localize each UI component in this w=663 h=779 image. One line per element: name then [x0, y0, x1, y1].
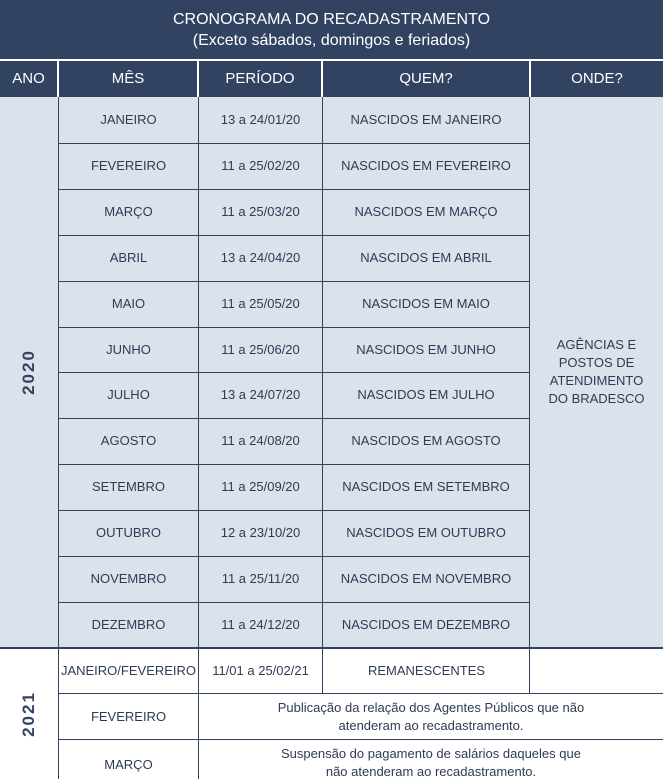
row-2021-1-periodo: 11/01 a 25/02/21 [212, 662, 309, 678]
row-2021-3-note: Suspensão do pagamento de salários daqueles que não atenderam ao recadastramento. [281, 745, 581, 779]
divider-year [0, 647, 663, 649]
row-divider [58, 189, 530, 190]
row-2021-1-mes: JANEIRO/FEVEREIRO [60, 662, 197, 678]
row-2020-3-periodo: 11 a 25/03/20 [221, 204, 300, 219]
year-2020-label: 2020 [18, 349, 38, 395]
header-onde: ONDE? [531, 61, 663, 97]
row-2020-7-periodo: 13 a 24/07/20 [220, 387, 301, 402]
row-2021-3-mes: MARÇO [104, 756, 153, 772]
divider-mes-2021 [198, 694, 199, 779]
row-divider [58, 464, 530, 465]
row-2020-8-quem: NASCIDOS EM AGOSTO [351, 433, 501, 448]
row-2020-12-mes: DEZEMBRO [91, 617, 166, 632]
row-2020-11-mes: NOVEMBRO [90, 571, 167, 586]
row-2020-10-quem: NASCIDOS EM OUTUBRO [346, 525, 506, 540]
row-divider [58, 372, 530, 373]
year-2021-label: 2021 [18, 690, 38, 737]
row-2020-5-mes: MAIO [111, 296, 146, 311]
header-ano: ANO [0, 61, 57, 97]
row-2020-1-periodo: 13 a 24/01/20 [220, 112, 301, 127]
row-2020-5-quem: NASCIDOS EM MAIO [362, 296, 490, 311]
row-2020-3-quem: NASCIDOS EM MARÇO [354, 204, 498, 219]
row-2020-7-quem: NASCIDOS EM JULHO [357, 387, 495, 402]
row-2020-10-mes: OUTUBRO [96, 525, 161, 540]
row-2020-6-periodo: 11 a 25/06/20 [221, 341, 300, 357]
divider-2021-2 [58, 739, 663, 740]
row-2021-2-mes: FEVEREIRO [90, 708, 167, 724]
row-2020-3-mes: MARÇO [104, 204, 153, 219]
row-divider [58, 602, 530, 603]
row-2020-6-mes: JUNHO [106, 341, 151, 357]
row-2020-11-periodo: 11 a 25/11/20 [221, 571, 300, 586]
onde-2020-text: AGÊNCIAS E POSTOS DE ATENDIMENTO DO BRADESCO [548, 337, 645, 406]
table-title-bar [0, 0, 663, 59]
row-divider [58, 327, 530, 328]
row-2021-2-note: Publicação da relação dos Agentes Públicos que não atenderam ao recadastramento. [277, 699, 585, 733]
row-divider [58, 235, 530, 236]
row-2020-10-periodo: 12 a 23/10/20 [220, 525, 301, 540]
row-2020-9-mes: SETEMBRO [92, 479, 165, 494]
onde-2020-cell [530, 97, 663, 647]
header-mes: MÊS [59, 61, 197, 97]
row-2020-5-periodo: 11 a 25/05/20 [221, 296, 300, 311]
row-2020-1-quem: NASCIDOS EM JANEIRO [350, 112, 502, 127]
table-subtitle: (Exceto sábados, domingos e feriados) [192, 31, 471, 49]
row-2020-2-quem: NASCIDOS EM FEVEREIRO [341, 158, 511, 173]
row-2020-1-mes: JANEIRO [100, 112, 157, 127]
row-2020-4-quem: NASCIDOS EM ABRIL [360, 250, 492, 265]
row-2020-6-quem: NASCIDOS EM JUNHO [356, 341, 496, 357]
row-2020-4-periodo: 13 a 24/04/20 [220, 250, 301, 265]
header-quem: QUEM? [323, 61, 529, 97]
row-2020-11-quem: NASCIDOS EM NOVEMBRO [340, 571, 512, 586]
divider-quem [529, 97, 530, 694]
header-periodo: PERÍODO [199, 61, 321, 97]
row-divider [58, 556, 530, 557]
row-2020-9-quem: NASCIDOS EM SETEMBRO [342, 479, 510, 494]
row-2020-9-periodo: 11 a 25/09/20 [221, 479, 300, 494]
row-divider [58, 510, 530, 511]
row-2020-7-mes: JULHO [107, 387, 150, 402]
row-divider [58, 281, 530, 282]
row-divider [58, 418, 530, 419]
divider-ano [58, 97, 59, 779]
row-2020-12-quem: NASCIDOS EM DEZEMBRO [341, 617, 511, 632]
divider-mes [198, 97, 199, 694]
row-2020-8-periodo: 11 a 24/08/20 [221, 433, 300, 448]
row-2020-4-mes: ABRIL [109, 250, 148, 265]
table-title: CRONOGRAMA DO RECADASTRAMENTO [172, 10, 491, 28]
row-2020-12-periodo: 11 a 24/12/20 [221, 617, 300, 632]
row-2020-8-mes: AGOSTO [100, 433, 157, 448]
row-2020-2-periodo: 11 a 25/02/20 [221, 158, 300, 173]
row-2021-1-quem: REMANESCENTES [367, 662, 486, 678]
divider-periodo [322, 97, 323, 694]
row-2020-2-mes: FEVEREIRO [90, 158, 167, 173]
divider-2021-1 [58, 693, 663, 694]
row-divider [58, 143, 530, 144]
